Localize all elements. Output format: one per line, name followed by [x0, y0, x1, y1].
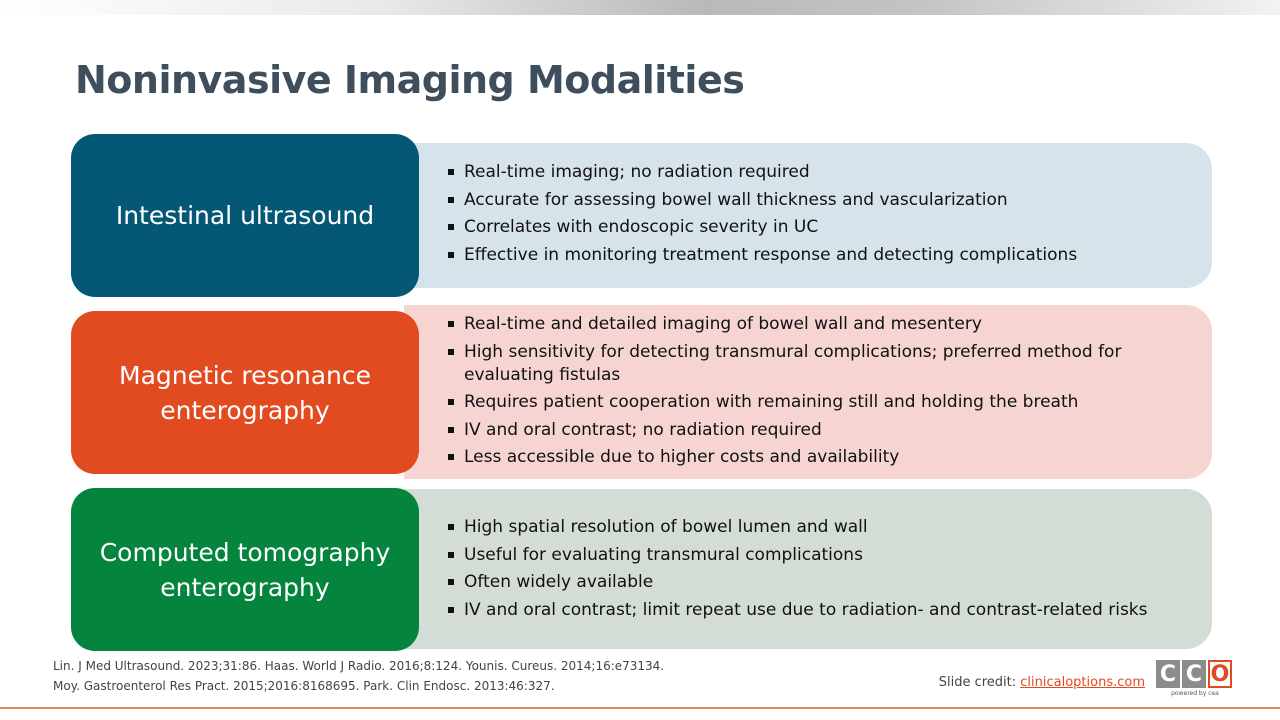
bullet-square-icon: [448, 224, 454, 230]
logo-letter: C: [1182, 660, 1206, 688]
logo-tagline: powered by cea: [1171, 690, 1219, 697]
credit-link[interactable]: clinicaloptions.com: [1020, 675, 1145, 690]
logo-letter: C: [1156, 660, 1180, 688]
list-item: Requires patient cooperation with remaining still and holding the breath: [448, 391, 1154, 414]
reference-line: Moy. Gastroenterol Res Pract. 2015;2016:8168695. Park. Clin Endosc. 2013:46:327.: [53, 679, 555, 693]
list-item: Accurate for assessing bowel wall thickness and vascularization: [448, 189, 1077, 212]
bullet-square-icon: [448, 552, 454, 558]
bullet-square-icon: [448, 349, 454, 355]
list-item: Less accessible due to higher costs and availability: [448, 446, 1154, 469]
list-item: IV and oral contrast; limit repeat use due to radiation- and contrast-related risks: [448, 599, 1148, 622]
bullet-square-icon: [448, 607, 454, 613]
bullet-square-icon: [448, 579, 454, 585]
bullet-square-icon: [448, 427, 454, 433]
list-item: High sensitivity for detecting transmural complications; preferred method for evaluating fistulas: [448, 341, 1154, 387]
list-item: Real-time and detailed imaging of bowel wall and mesentery: [448, 313, 1154, 336]
list-item: Correlates with endoscopic severity in UC: [448, 216, 1077, 239]
ultrasound-label: Intestinal ultrasound: [115, 201, 375, 230]
credit-prefix: Slide credit:: [938, 675, 1021, 690]
bullet-square-icon: [448, 252, 454, 258]
cte-label: Computed tomography enterography: [99, 537, 391, 602]
slide-credit: [939, 675, 1145, 690]
list-item: Real-time imaging; no radiation required: [448, 161, 1077, 184]
mre-bullet-list: [448, 313, 1154, 474]
list-item: High spatial resolution of bowel lumen and wall: [448, 516, 1148, 539]
ultrasound-label-box: [71, 134, 419, 297]
bullet-square-icon: [448, 454, 454, 460]
top-gradient-bar: [0, 0, 1280, 15]
cte-label-box: [71, 488, 419, 651]
bullet-square-icon: [448, 169, 454, 175]
mre-label-box: [71, 311, 419, 474]
bullet-square-icon: [448, 197, 454, 203]
bullet-square-icon: [448, 399, 454, 405]
ultrasound-bullet-list: [448, 161, 1077, 271]
list-item: Useful for evaluating transmural complications: [448, 544, 1148, 567]
reference-line: Lin. J Med Ultrasound. 2023;31:86. Haas. World J Radio. 2016;8:124. Younis. Cureus. 2014;16:e73134.: [53, 659, 665, 673]
list-item: Often widely available: [448, 571, 1148, 594]
mre-label: Magnetic resonance enterography: [119, 360, 371, 425]
bottom-divider: [0, 707, 1280, 709]
list-item: Effective in monitoring treatment response and detecting complications: [448, 244, 1077, 267]
references: [53, 656, 664, 696]
logo-letter: O: [1208, 660, 1232, 688]
bullet-square-icon: [448, 524, 454, 530]
slide-title: Noninvasive Imaging Modalities: [75, 58, 745, 102]
cco-logo: [1156, 660, 1234, 706]
list-item: IV and oral contrast; no radiation required: [448, 419, 1154, 442]
bullet-square-icon: [448, 321, 454, 327]
cte-bullet-list: [448, 516, 1148, 626]
